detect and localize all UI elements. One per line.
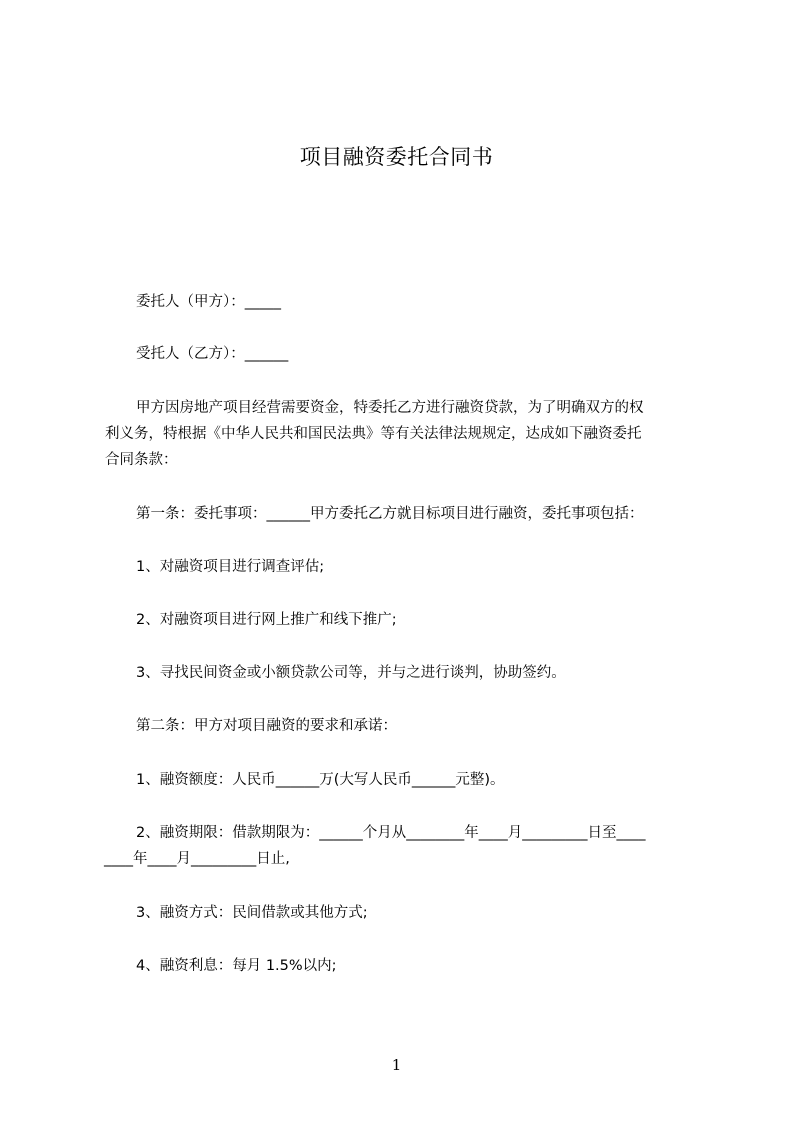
- intro-line-3: 合同条款：: [105, 452, 178, 468]
- intro-line-2: 利义务，特根据《中华人民共和国民法典》等有关法律法规规定，达成如下融资委托: [105, 426, 642, 442]
- article2-period-line-2: ____年____月_________日止,: [104, 851, 290, 867]
- article2-period-line-1: 2、融资期限：借款期限为：______个月从________年____月_________日至____: [136, 825, 646, 841]
- article1-item-2: 2、对融资项目进行网上推广和线下推广;: [136, 612, 397, 628]
- article2-period: [104, 820, 704, 872]
- document-title: 项目融资委托合同书: [299, 145, 494, 169]
- article2-heading: 第二条：甲方对项目融资的要求和承诺：: [136, 718, 397, 734]
- article1-heading: 第一条：委托事项：______甲方委托乙方就目标项目进行融资，委托事项包括：: [136, 506, 644, 522]
- article1-item-3: 3、寻找民间资金或小额贷款公司等，并与之进行谈判，协助签约。: [136, 665, 566, 681]
- article2-amount: 1、融资额度：人民币______万(大写人民币______元整)。: [136, 772, 505, 788]
- article2-interest: 4、融资利息：每月 1.5%以内;: [136, 958, 337, 974]
- article1-item-1: 1、对融资项目进行调查评估;: [136, 559, 325, 575]
- intro-paragraph: [104, 395, 704, 473]
- page-number: 1: [391, 1056, 402, 1074]
- party-b-line: 受托人（乙方）：______: [136, 346, 289, 362]
- intro-line-1: 甲方因房地产项目经营需要资金，特委托乙方进行融资贷款，为了明确双方的权: [136, 400, 644, 416]
- party-a-line: 委托人（甲方）：_____: [136, 294, 281, 310]
- article2-method: 3、融资方式：民间借款或其他方式;: [136, 905, 368, 921]
